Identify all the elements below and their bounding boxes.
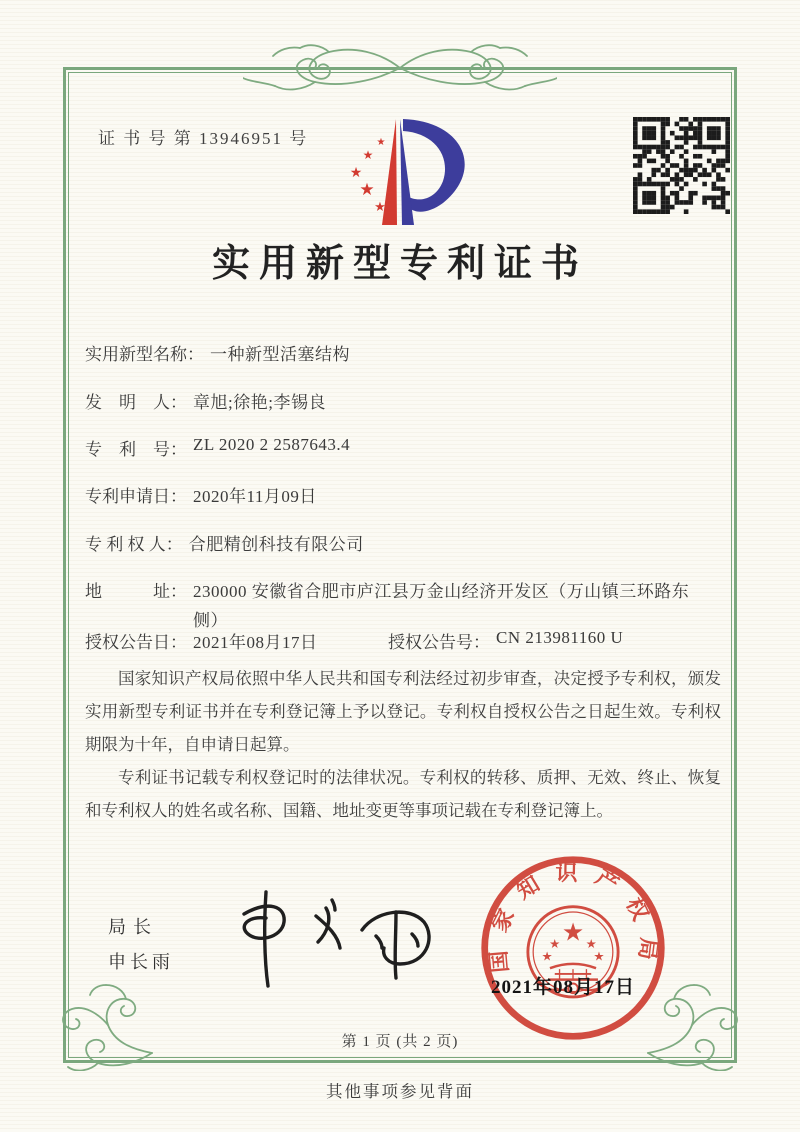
- field-patent-number: [85, 435, 350, 460]
- seal-date: 2021年08月17日: [490, 977, 635, 998]
- svg-text:★: ★: [362, 148, 374, 162]
- svg-text:★: ★: [359, 180, 375, 200]
- svg-text:★: ★: [585, 936, 597, 951]
- field-value: 合肥精创科技有限公司: [188, 535, 364, 554]
- seal-text: 国家知识产权局: [484, 860, 662, 977]
- svg-text:★: ★: [349, 165, 363, 181]
- field-label: 发 明 人：: [85, 393, 187, 412]
- field-value: ZL 2020 2 2587643.4: [193, 435, 351, 454]
- bottom-left-flourish-ornament-icon: [46, 983, 154, 1071]
- page-indicator: 第 1 页 (共 2 页): [341, 1034, 459, 1050]
- top-flourish-ornament-icon: [243, 42, 557, 94]
- field-utility-model-name: [85, 340, 350, 365]
- field-label: 授权公告日：: [85, 633, 187, 652]
- legal-paragraph-2: 专利证书记载专利权登记时的法律状况。专利权的转移、质押、无效、终止、恢复和专利权人的姓名或名称、国籍、地址变更等事项记载在专利登记簿上。: [85, 768, 721, 820]
- certificate-title: 实用新型专利证书: [211, 243, 588, 285]
- svg-text:★: ★: [374, 200, 386, 215]
- svg-text:★: ★: [561, 917, 585, 947]
- field-value: 一种新型活塞结构: [210, 345, 350, 364]
- commissioner-post-label: 局长: [108, 917, 158, 937]
- handwritten-signature: [228, 878, 438, 993]
- field-value: 章旭;徐艳;李锡良: [193, 393, 326, 412]
- field-label: 专 利 权 人：: [85, 535, 183, 554]
- cnipa-official-seal: [477, 852, 669, 1044]
- svg-text:★: ★: [541, 948, 553, 964]
- field-label: 授权公告号：: [388, 633, 490, 652]
- cnipa-logo-icon: [323, 111, 478, 237]
- field-inventors: [85, 388, 326, 413]
- field-filing-date: [85, 482, 317, 507]
- svg-text:★: ★: [593, 948, 605, 964]
- field-value: 2020年11月09日: [193, 487, 317, 506]
- field-value: 230000 安徽省合肥市庐江县万金山经济开发区（万山镇三环路东侧）: [193, 582, 690, 630]
- field-label: 专 利 号：: [85, 440, 187, 459]
- legal-text-block: [85, 662, 721, 827]
- back-side-note: 其他事项参见背面: [326, 1082, 474, 1101]
- grant-date-value: 2021年08月17日: [193, 633, 318, 652]
- certificate-number: 证 书 号 第 13946951 号: [98, 129, 309, 148]
- field-label: 专利申请日：: [85, 487, 187, 506]
- field-label: 实用新型名称：: [85, 345, 204, 364]
- field-patentee: [85, 530, 364, 555]
- field-label: 地 址：: [85, 582, 187, 601]
- field-address: [85, 577, 698, 635]
- grant-number-value: CN 213981160 U: [496, 628, 624, 647]
- field-grant-row: [85, 628, 725, 653]
- commissioner-name: 申长雨: [108, 952, 174, 972]
- legal-paragraph-1: 国家知识产权局依照中华人民共和国专利法经过初步审查，决定授予专利权，颁发实用新型专利证书并在专利登记簿上予以登记。专利权自授权公告之日起生效。专利权期限为十年，自申请日起算。: [85, 669, 721, 754]
- qr-code-icon: [633, 117, 730, 214]
- svg-text:★: ★: [376, 137, 386, 148]
- field-grant-number: [388, 628, 623, 653]
- svg-text:★: ★: [549, 936, 561, 951]
